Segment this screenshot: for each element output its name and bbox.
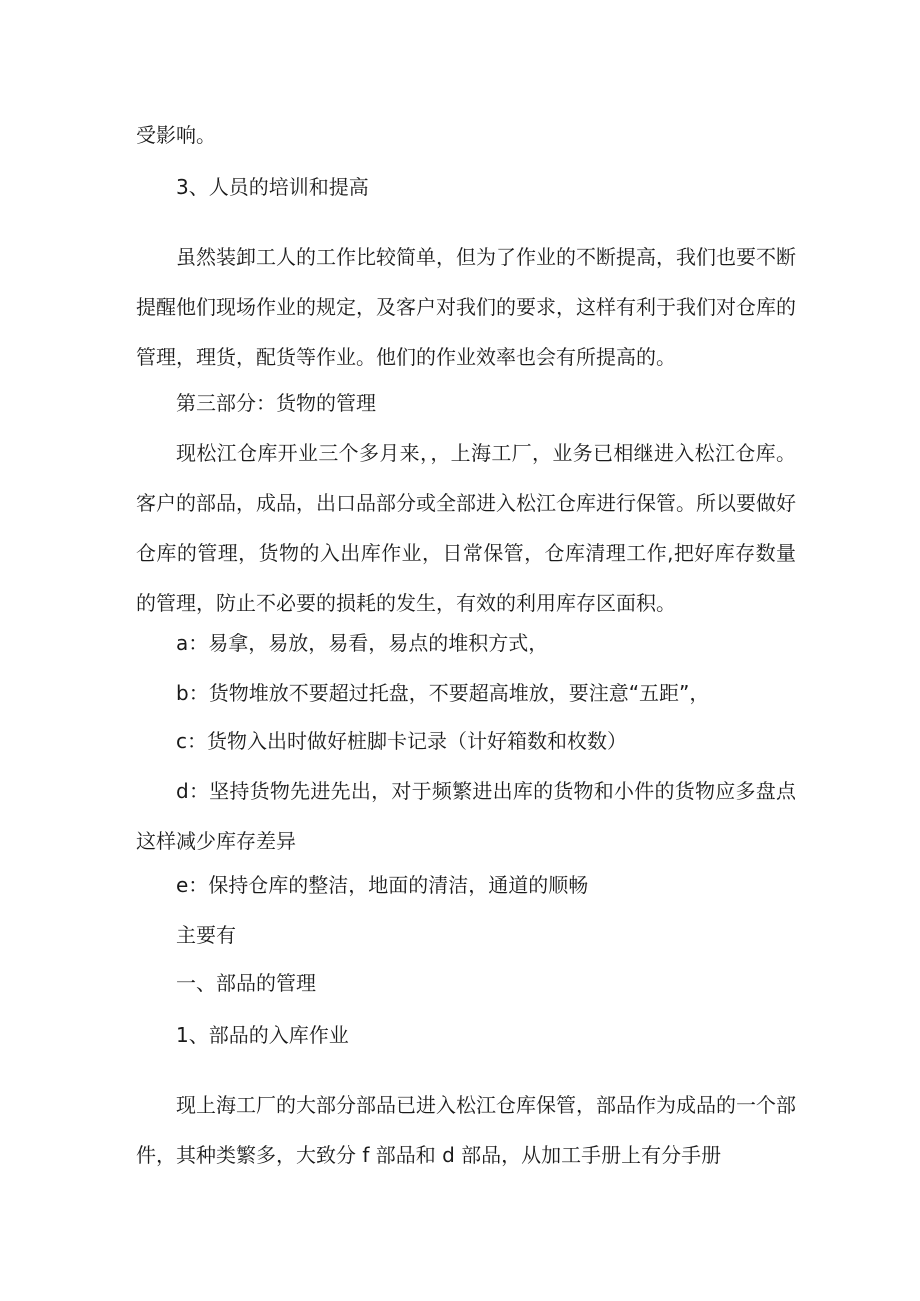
paragraph-training: 虽然装卸工人的工作比较简单，但为了作业的不断提高，我们也要不断提醒他们现场作业的规定，及客户对我们的要求，这样有利于我们对仓库的管理，理货，配货等作业。他们的作业效率也会有所提高的。 (136, 245, 796, 369)
section-heading-goods: 第三部分：货物的管理 (176, 391, 376, 415)
heading-main-items: 主要有 (176, 923, 236, 947)
list-item-a: a：易拿，易放，易看，易点的堆积方式， (176, 631, 549, 655)
heading-training: 3、人员的培训和提高 (176, 175, 369, 199)
list-item-b: b：货物堆放不要超过托盘，不要超高堆放，要注意“五距”， (176, 681, 710, 705)
list-item-d: d：坚持货物先进先出，对于频繁进出库的货物和小件的货物应多盘点这样减少库存差异 (136, 779, 796, 853)
heading-parts-inbound: 1、部品的入库作业 (176, 1023, 349, 1047)
list-item-e: e：保持仓库的整洁，地面的清洁，通道的顺畅 (176, 873, 589, 897)
paragraph-continuation: 受影响。 (136, 123, 216, 147)
list-item-c: c：货物入出时做好桩脚卡记录（计好箱数和枚数） (176, 729, 627, 753)
paragraph-parts-inbound: 现上海工厂的大部分部品已进入松江仓库保管，部品作为成品的一个部件，其种类繁多，大致分 f 部品和 d 部品，从加工手册上有分手册 (136, 1093, 796, 1167)
paragraph-goods-intro: 现松江仓库开业三个多月来，，上海工厂，业务已相继进入松江仓库。客户的部品，成品，出口品部分或全部进入松江仓库进行保管。所以要做好仓库的管理，货物的入出库作业，日常保管，仓库清理工作,把好库存数量的管理，防止不必要的损耗的发生，有效的利用库存区面积。 (136, 441, 796, 615)
heading-parts-management: 一、部品的管理 (176, 971, 316, 995)
